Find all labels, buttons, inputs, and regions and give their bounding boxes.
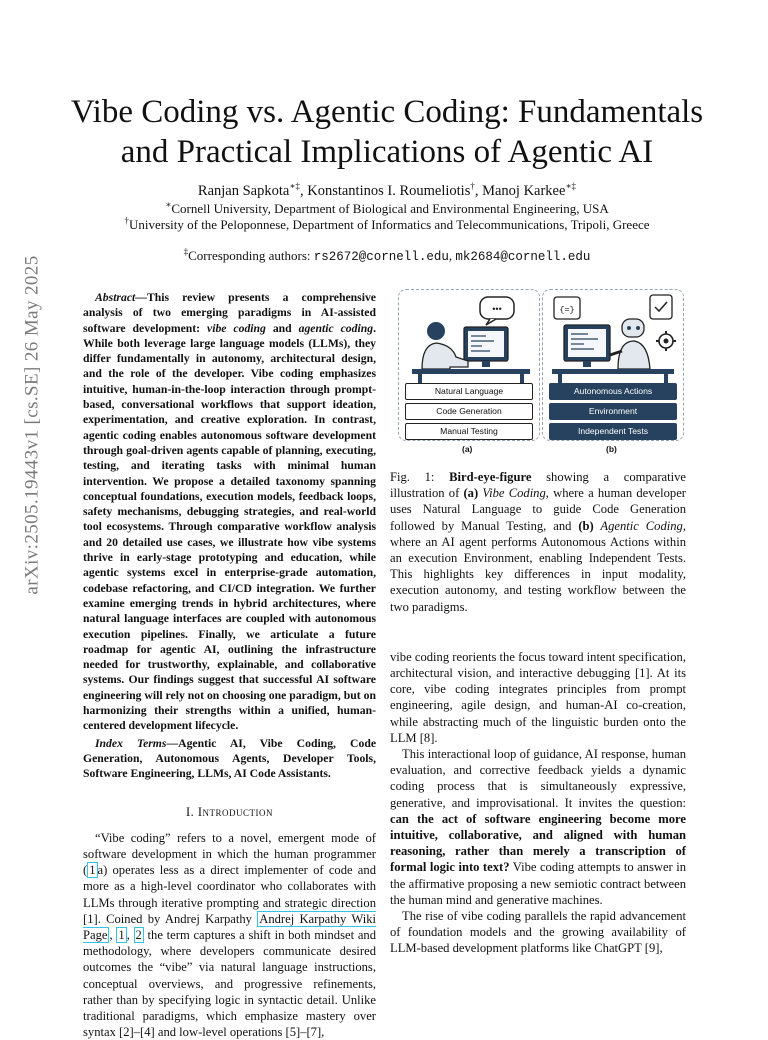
person-icon <box>427 322 445 340</box>
citation-link[interactable]: [9] <box>644 941 660 956</box>
label-independent-tests: Independent Tests <box>549 423 677 440</box>
robot-illustration <box>542 289 684 385</box>
section-heading-introduction: I. Introduction <box>185 804 274 819</box>
abstract: Abstract—This review presents a comprehensive analysis of two emerging paradigms in AI-assisted software development: vibe coding and agentic coding. While both leverage large language models (LLMs), they differ fundamentally in autonomy, architectural design, and the role of the developer. Vibe coding emphasizes intuitive, human-in-the-loop interaction through prompt-based, conversational workflows that support ideation, experimentation, and creative exploration. In contrast, agentic coding enables autonomous software development through goal-driven agents capable of planning, executing, testing, and iterating tasks with minimal human intervention. We propose a detailed taxonomy spanning conceptual foundations, execution models, feedback loops, safety mechanisms, debugging strategies, and real-world tool ecosystems. Through comparative workflow analysis and 20 detailed use cases, we illustrate how vibe systems thrive in early-stage prototyping and education, while agentic systems excel in enterprise-grade automation, codebase refactoring, and CI/CD integration. We further examine emerging trends in hybrid architectures, where natural language interfaces are coupled with autonomous execution pipelines. Finally, we articulate a future roadmap for agentic AI, outlining the infrastructure needed for trustworthy, explainable, and collaborative systems. Our findings suggest that successful AI software engineering will rely not on choosing one paradigm, but on harmonizing their strengths within a unified, human-centered development lifecycle. <box>83 291 376 733</box>
citation-link[interactable]: [2] <box>119 1025 134 1040</box>
svg-text:•••: ••• <box>492 304 502 314</box>
developer-illustration <box>398 289 540 385</box>
author-list: Ranjan Sapkota∗‡, Konstantinos I. Roumeliotis†, Manoj Karkee∗‡ <box>197 181 577 199</box>
citation-link[interactable]: [7] <box>306 1025 322 1040</box>
label-autonomous-actions: Autonomous Actions <box>549 383 677 400</box>
paper-title: Vibe Coding vs. Agentic Coding: Fundamentals and Practical Implications of Agentic AI <box>70 94 704 170</box>
robot-head-icon <box>622 319 644 337</box>
panel-a-caption: (a) <box>462 444 473 454</box>
panel-b-caption: (b) <box>606 444 617 454</box>
left-column <box>83 290 376 1040</box>
index-terms: Index Terms—Agentic AI, Vibe Coding, Code Generation, Autonomous Agents, Developer Tools, Software Engineering, LLMs, AI Code Assistants. <box>83 736 377 781</box>
wiki-page-link[interactable]: Andrej Karpathy Wiki Page <box>83 911 377 942</box>
figure-ref-link[interactable]: 1 <box>89 863 96 878</box>
figure-1 <box>390 283 686 455</box>
citation-link[interactable]: [5] <box>285 1025 301 1040</box>
label-natural-language: Natural Language <box>405 383 533 400</box>
svg-text:{=}: {=} <box>559 305 575 315</box>
label-manual-testing: Manual Testing <box>405 423 533 440</box>
label-environment: Environment <box>549 403 677 420</box>
right-column <box>390 283 686 957</box>
arxiv-stamp: arXiv:2505.19443v1 [cs.SE] 26 May 2025 <box>22 255 44 595</box>
email-link-1[interactable]: rs2672@cornell.edu <box>313 250 449 264</box>
footnote-link-2[interactable]: 2 <box>135 927 142 942</box>
affiliation-cornell: ∗Cornell University, Department of Biological and Environmental Engineering, USA <box>165 199 609 216</box>
intro-paragraph-1: “Vibe coding” refers to a novel, emergent mode of software development in which the human programmer ( 1 a) operates less as a direct implementer of code and more as a high-level coordinator who collaborates with LLMs through iterative prompting and strategic direction [1]. Coined by Andrej Karpathy Andrej Karpathy Wiki Page , 1 , 2 the term captures a shift in both mindset and methodology, where developers communicate desired outcomes the “vibe” via natural language instructions, conceptual overviews, and progressive refinements, rather than by specifying logic in syntactic detail. Unlike traditional paradigms, which emphasize mastery over syntax [2]–[4] and low-level operations [5]–[7], <box>83 830 377 1040</box>
citation-link[interactable]: [4] <box>140 1025 155 1040</box>
citation-link[interactable]: [8] <box>419 730 435 745</box>
checklist-icon <box>650 295 672 319</box>
affiliation-peloponnese: †University of the Peloponnese, Department of Informatics and Telecommunications, Tripoli, Greece <box>124 215 650 232</box>
corresponding-authors: ‡Corresponding authors: rs2672@cornell.edu, mk2684@cornell.edu <box>183 246 591 264</box>
email-link-2[interactable]: mk2684@cornell.edu <box>455 250 591 264</box>
label-code-generation: Code Generation <box>405 403 533 420</box>
figure-1-caption: Fig. 1: Bird-eye-figure showing a comparative illustration of (a) Vibe Coding, where a human developer uses Natural Language to guide Code Generation followed by Manual Testing, and (b) Agentic Coding, where an AI agent performs Autonomous Actions within an execution Environment, enabling Independent Tests. This highlights key differences in input modality, execution autonomy, and testing workflow between the two paradigms. <box>390 470 686 614</box>
citation-link[interactable]: [1] <box>634 666 650 681</box>
intro-paragraph-2: vibe coding reorients the focus toward intent specification, architectural vision, and interactive debugging [1]. At its core, vibe coding integrates principles from prompt engineering, agile design, and human-AI co-creation, while abstracting much of the linguistic burden onto the LLM [8]. <box>390 649 686 745</box>
intro-paragraph-3: This interactional loop of guidance, AI response, human evaluation, and corrective feedback yields a dynamic coding process that is simultaneously expressive, generative, and improvisational. It invites the question: can the act of software engineering become more intuitive, collaborative, and aligned with human reasoning, rather than merely a transcription of formal logic into text? Vibe coding attempts to answer in the affirmative proposing a new semiotic contract between the human mind and generative machines. <box>390 747 687 907</box>
footnote-link-1[interactable]: 1 <box>118 927 125 942</box>
citation-link[interactable]: [1] <box>83 911 98 926</box>
intro-paragraph-4: The rise of vibe coding parallels the rapid advancement of foundation models and the growing availability of LLM-based development platforms like ChatGPT [9], <box>390 909 686 956</box>
